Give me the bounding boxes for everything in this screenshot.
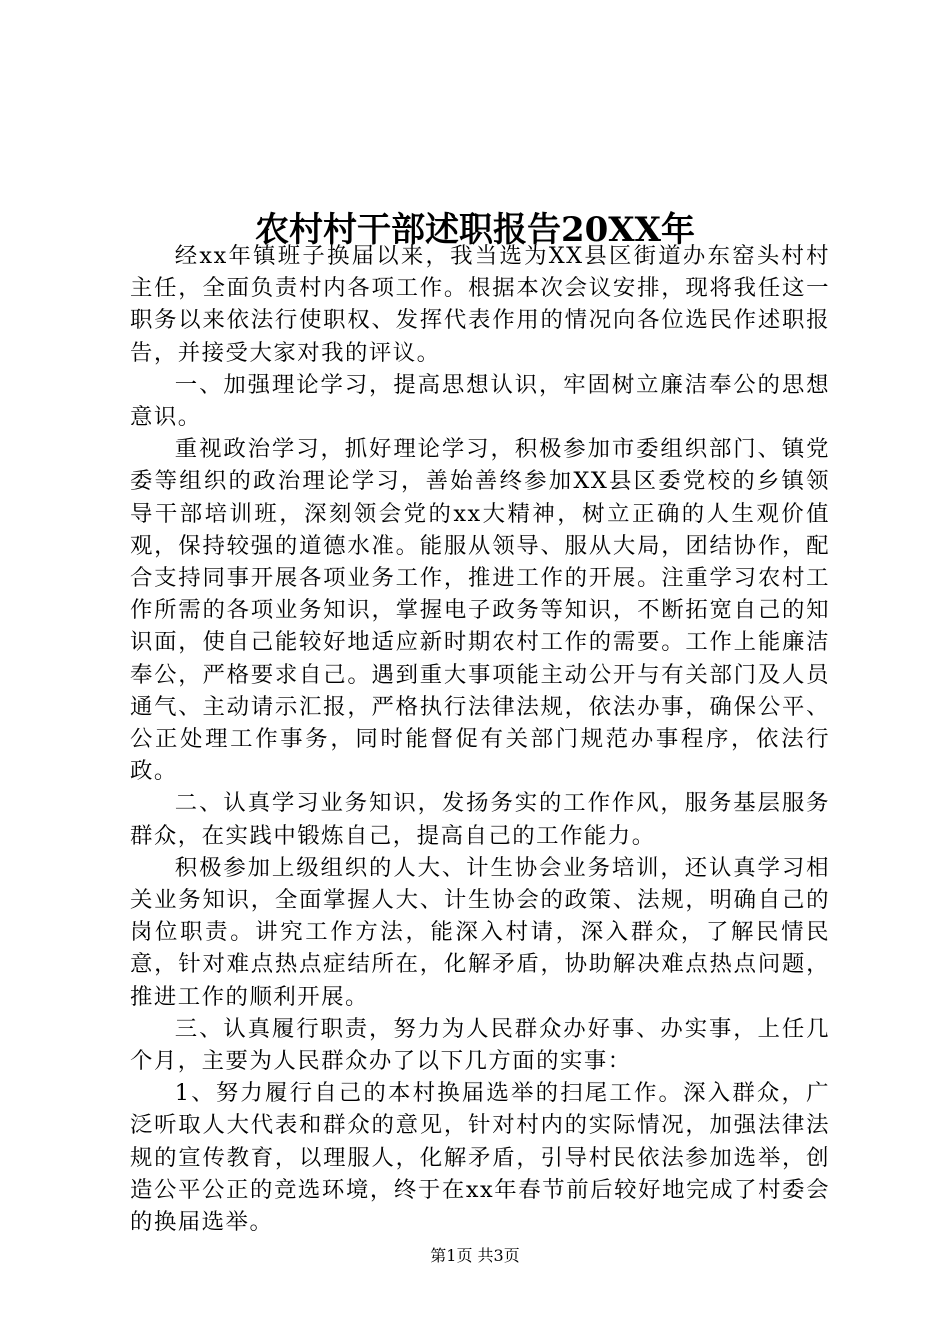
paragraph-election-work: 1、努力履行自己的本村换届选举的扫尾工作。深入群众，广泛听取人大代表和群众的意见，针对村内的实际情况，加强法律法规的宣传教育，以理服人，化解矛盾，引导村民依法参加选举，创造公平公正的竞选环境，终于在xx年春节前后较好地完成了村委会的换届选举。	[130, 1080, 830, 1236]
paragraph-theory-study: 重视政治学习，抓好理论学习，积极参加市委组织部门、镇党委等组织的政治理论学习，善始善终参加XX县区委党校的乡镇领导干部培训班，深刻领会党的xx大精神，树立正确的人生观价值观，保持较强的道德水准。能服从领导、服从大局，团结协作，配合支持同事开展各项业务工作，推进工作的开展。注重学习农村工作所需的各项业务知识，掌握电子政务等知识，不断拓宽自己的知识面，使自己能较好地适应新时期农村工作的需要。工作上能廉洁奉公，严格要求自己。遇到重大事项能主动公开与有关部门及人员通气、主动请示汇报，严格执行法律法规，依法办事，确保公平、公正处理工作事务，同时能督促有关部门规范办事程序，依法行政。	[130, 436, 830, 785]
page-number-footer: 第1页 共3页	[430, 1246, 520, 1265]
paragraph-business-training: 积极参加上级组织的人大、计生协会业务培训，还认真学习相关业务知识，全面掌握人大、计生协会的政策、法规，明确自己的岗位职责。讲究工作方法，能深入村请，深入群众，了解民情民意，针对难点热点症结所在，化解矛盾，协助解决难点热点问题，推进工作的顺利开展。	[130, 854, 830, 1010]
document-body	[130, 240, 830, 1238]
section-heading-1: 一、加强理论学习，提高思想认识，牢固树立廉洁奉公的思想意识。	[130, 371, 830, 431]
paragraph-intro: 经xx年镇班子换届以来，我当选为XX县区街道办东窑头村村主任，全面负责村内各项工作。根据本次会议安排，现将我任这一职务以来依法行使职权、发挥代表作用的情况向各位选民作述职报告，并接受大家对我的评议。	[130, 243, 830, 366]
section-heading-3: 三、认真履行职责，努力为人民群众办好事、办实事，上任几个月，主要为人民群众办了以下几方面的实事：	[130, 1015, 830, 1075]
document-title: 农村村干部述职报告20XX年	[254, 209, 696, 250]
section-heading-2: 二、认真学习业务知识，发扬务实的工作作风，服务基层服务群众，在实践中锻炼自己，提高自己的工作能力。	[130, 790, 830, 849]
